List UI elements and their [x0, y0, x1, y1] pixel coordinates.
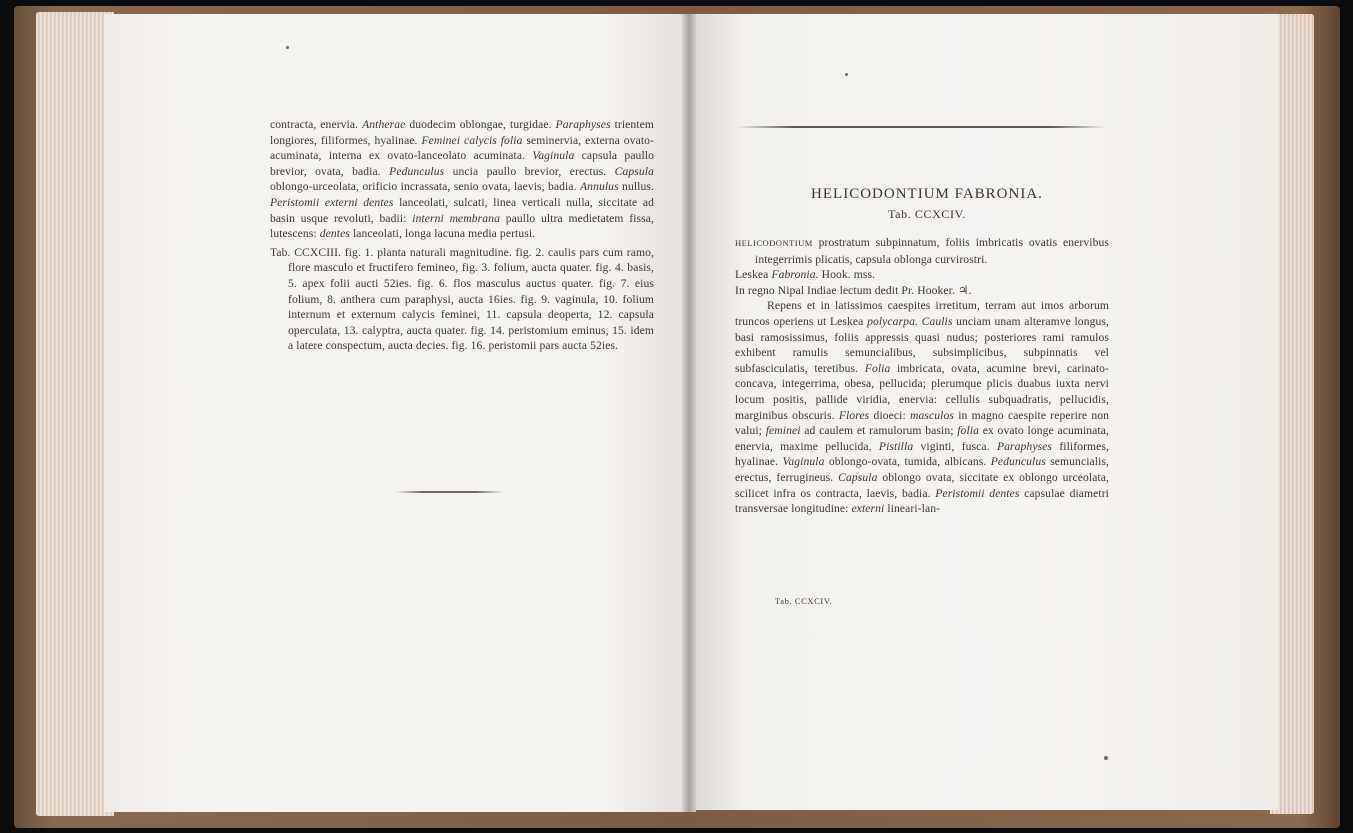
plate-caption: Tab. CCXCIII. fig. 1. planta naturali magnitudine. fig. 2. caulis pars cum ramo, flore masculo et fructifero femineo, fig. 3. folium, aucta quater. fig. 4. basis, 5. apex folii aucti 52ies. fig. 6. flos masculus auctus quater. fig. 7. eius folium, 8. anthera cum paraphysi, aucta 16ies. fig. 9. vaginula, 10. folium internum et externum calycis feminei, 11. capsula deoperta, 12. capsula operculata, 13. calyptra, aucta quater. fig. 14. peristomium eminus, 15. idem a latere conspectum, aucta decies. fig. 16. peristomii pars aucta 52ies. [270, 245, 654, 353]
locality: In regno Nipal Indiae lectum dedit Pr. Hooker. ♃. [735, 283, 972, 297]
right-page-text [735, 235, 1109, 517]
ink-speck [1104, 756, 1108, 760]
page-footer-catchword: Tab. CCXCIV. [775, 596, 833, 606]
page-edges-left [36, 12, 114, 816]
book-gutter [682, 14, 696, 812]
left-page-text [270, 117, 654, 354]
synonym: Leskea Fabronia. Hook. mss. [735, 268, 876, 282]
header-rule [737, 126, 1107, 128]
section-rule [395, 491, 503, 493]
description-paragraph: contracta, enervia. Antherae duodecim oblongae, turgidae. Paraphyses trientem longiores, filiformes, hyalinae. Feminei calycis folia seminervia, externa ovato-acuminata, interna ex ovato-lanceolato acuminata. Vaginula capsula paullo brevior, ovata, badia. Pedunculus uncia paullo brevior, erectus. Capsula oblongo-urceolata, orificio incrassata, senio ovata, laevis, badia. Annulus nullus. Peristomii externi dentes lanceolati, sulcati, linea verticali nulla, siccitate ad basin usque revoluti, badii: interni membrana paullo ultra medietatem fissa, lutescens: dentes lanceolati, longa lacuna media pertusi. [270, 118, 655, 241]
diagnosis: HELICODONTIUM prostratum subpinnatum, foliis imbricatis ovatis enervibus integerrimis plicatis, capsula oblonga curvirostri. [735, 236, 1109, 266]
ink-speck [845, 73, 848, 76]
ink-speck [286, 46, 289, 49]
description-paragraph: Repens et in latissimos caespites irretitum, terram aut imos arborum truncos operiens ut Leskea polycarpa. Caulis unciam unam alteramve longus, basi ramosissimus, foliis appressis quasi nudus; posteriores rami ramulos exhibent ramulis semuncialibus, subsimplicibus, subpinnatis vel subfasciculatis, teretibus. Folia imbricata, ovata, acumine brevi, carinato-concava, integerrima, obesa, pellucida; plerumque plicis duabus iuxta nervi locum positis, pallide viridia, enervia: cellulis subquadratis, pellucidis, marginibus obscuris. Flores dioeci: masculos in magno caespite reperire non valui; feminei ad caulem et ramulorum basin; folia ex ovato longe acuminata, enervia, maxime pellucida. Pistilla viginti, fusca. Paraphyses filiformes, hyalinae. Vaginula oblongo-ovata, tumida, albicans. Pedunculus semuncialis, erectus, ferrugineus. Capsula oblongo ovata, siccitate ex oblongo urceolata, scilicet infra os contracta, laevis, badia. Peristomii dentes capsulae diametri transversae longitudine: externi lineari-lan- [735, 299, 1110, 516]
species-title: HELICODONTIUM FABRONIA. [811, 186, 1043, 202]
plate-number: Tab. CCXCIV. [888, 207, 966, 221]
